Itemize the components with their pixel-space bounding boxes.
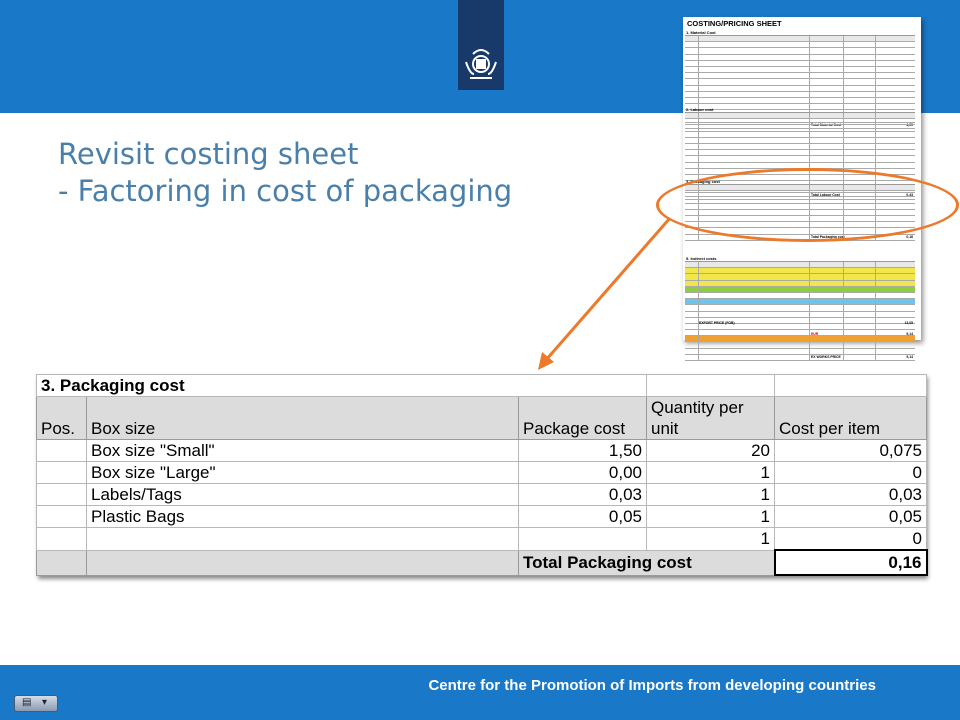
table-row: Labels/Tags 0,03 1 0,03 [37, 484, 927, 506]
slides-icon: ▤ [22, 697, 32, 708]
chevron-down-icon: ▾ [42, 697, 48, 708]
header-box-size: Box size [87, 397, 519, 440]
table-row: Plastic Bags 0,05 1 0,05 [37, 506, 927, 528]
slide-navigation-button[interactable] [14, 695, 58, 712]
thumbnail-section-label: 3. Packaging cost [686, 179, 720, 184]
header-cost-per-item: Cost per item [775, 397, 927, 440]
coat-of-arms-icon [462, 44, 500, 84]
thumbnail-section-rows: EX WORKS PRICE 9,14 [685, 261, 915, 361]
title-line-1: Revisit costing sheet [58, 137, 359, 171]
total-row [37, 550, 927, 575]
thumbnail-export-label: EXPORT PRICE (FOB) [699, 321, 735, 325]
table-row: 1 0 [37, 528, 927, 551]
total-value: 0,16 [775, 550, 927, 575]
section-title: 3. Packaging cost [37, 375, 647, 397]
highlight-ellipse [656, 168, 959, 242]
thumbnail-section-label: 5. Indirect costs [686, 256, 717, 261]
thumbnail-currency: EUR [811, 332, 819, 336]
thumbnail-section-label: 1. Material Cost [686, 30, 716, 35]
thumbnail-section-rows: Total Material Cost 4,55 [685, 35, 915, 129]
pointer-arrow-icon [530, 210, 680, 380]
header-pos: Pos. [37, 397, 87, 440]
slide-title [58, 136, 512, 210]
thumbnail-section-rows: Total Labour Cost 0,43 [685, 112, 915, 200]
total-label: Total Packaging cost [519, 550, 775, 575]
thumbnail-section-rows: Total Packaging cost 0,16 [685, 184, 915, 241]
packaging-cost-table [36, 374, 926, 576]
title-line-2: - Factoring in cost of packaging [58, 174, 513, 208]
government-emblem [458, 0, 504, 90]
header-package-cost: Package cost [519, 397, 647, 440]
table-row: Box size "Small" 1,50 20 0,075 [37, 440, 927, 462]
table-row: Box size "Large" 0,00 1 0 [37, 462, 927, 484]
thumbnail-title: COSTING/PRICING SHEET [687, 19, 782, 28]
section-title-row [37, 375, 927, 397]
thumbnail-export-value: 13,05 [904, 321, 913, 325]
thumbnail-final-value: 9,14 [906, 332, 913, 336]
header-quantity: Quantity per unit [647, 397, 775, 440]
footer-organization: Centre for the Promotion of Imports from developing countries [428, 677, 876, 694]
table-header-row [37, 397, 927, 440]
thumbnail-section-label: 2. Labour cost [686, 107, 714, 112]
